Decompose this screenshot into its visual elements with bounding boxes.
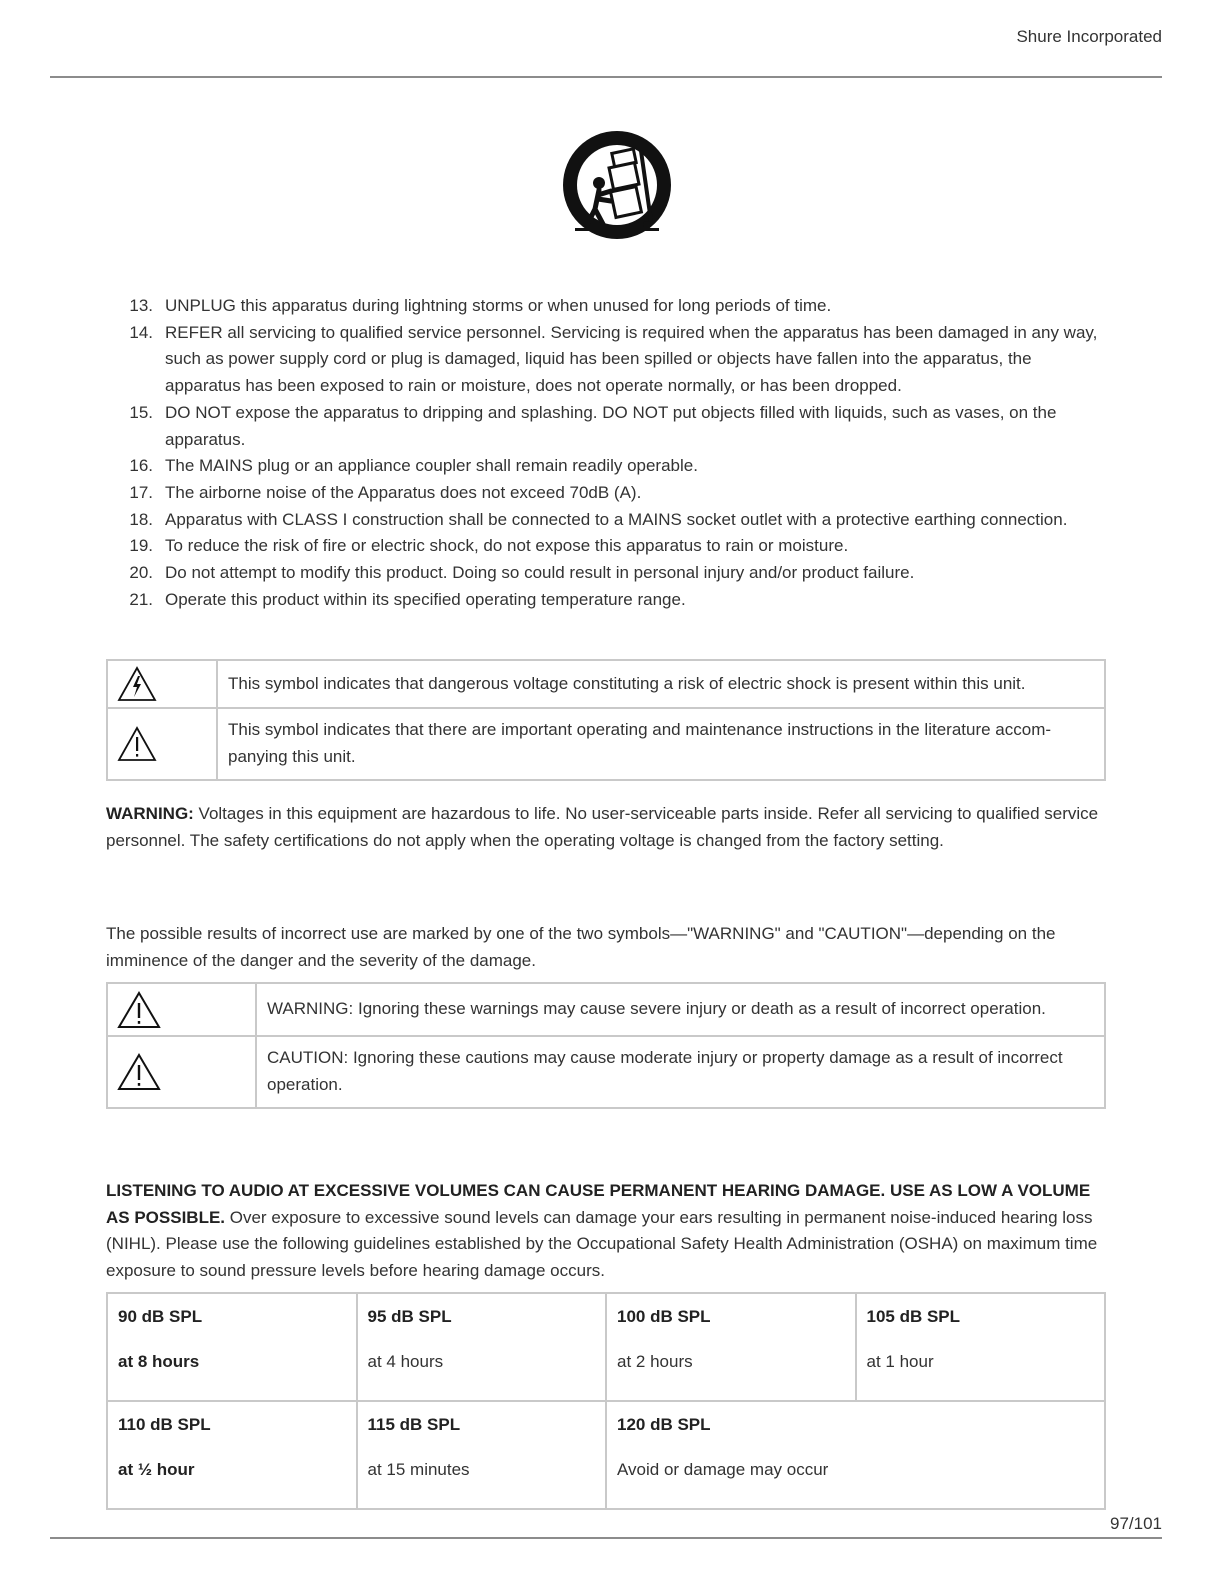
- list-item: 15. DO NOT expose the apparatus to dripping and splashing. DO NOT put objects filled with liquids, such as vases, on the apparatus.: [129, 402, 1057, 449]
- table-row: [107, 660, 1105, 708]
- symbol-cell: [107, 983, 256, 1036]
- list-item: 21. Operate this product within its specified operating temperature range.: [129, 589, 686, 609]
- warning-triangle-icon: [117, 991, 161, 1029]
- table-row: [107, 983, 1105, 1036]
- symbol-cell: [107, 708, 217, 780]
- no-cart-tip-over-icon: [561, 129, 673, 241]
- footer-divider: [50, 1537, 1162, 1539]
- exclamation-warning-icon: [117, 726, 157, 762]
- symbol-cell: [107, 660, 217, 708]
- symbol-meaning-table: [106, 659, 1106, 781]
- header-divider: [50, 76, 1162, 78]
- list-item: 14. REFER all servicing to qualified service personnel. Servicing is required when the apparatus has been damaged in any way, such as power supply cord or plug is damaged, liquid has been spilled or objects have fallen into the apparatus, the apparatus has been exposed to rain or moisture, does not operate normally, or has been dropped.: [129, 322, 1098, 396]
- header-company-name: Shure Incorporated: [1016, 27, 1162, 46]
- table-row: [107, 1401, 1105, 1509]
- spl-cell: 95 dB SPL at 4 hours: [357, 1293, 607, 1401]
- symbol-description: This symbol indicates that there are important operating and maintenance instructions in the literature accompanying this unit.: [217, 708, 1105, 780]
- spl-cell: 100 dB SPL at 2 hours: [606, 1293, 856, 1401]
- spl-cell: 90 dB SPL at 8 hours: [107, 1293, 357, 1401]
- severity-symbol-table: [106, 982, 1106, 1109]
- caution-triangle-icon: [117, 1053, 161, 1091]
- list-item: 18. Apparatus with CLASS I construction shall be connected to a MAINS socket outlet with a protective earthing connection.: [129, 509, 1068, 529]
- spl-cell: 110 dB SPL at ½ hour: [107, 1401, 357, 1509]
- list-item: 16. The MAINS plug or an appliance coupler shall remain readily operable.: [129, 456, 698, 476]
- spl-cell: 120 dB SPL Avoid or damage may occur: [606, 1401, 1105, 1509]
- safety-instruction-list: [106, 293, 1106, 613]
- spl-cell: 105 dB SPL at 1 hour: [856, 1293, 1106, 1401]
- table-row: [107, 1036, 1105, 1108]
- hearing-warning-bold: LISTENING TO AUDIO AT EXCESSIVE VOLUMES CAN CAUSE PERMANENT HEARING DAMAGE. USE AS LOW A VOLUME AS POSSIBLE.: [106, 1181, 1091, 1227]
- warning-label: WARNING:: [106, 804, 194, 823]
- severity-description: WARNING: Ignoring these warnings may cause severe injury or death as a result of incorrect operation.: [256, 983, 1105, 1036]
- severity-description: CAUTION: Ignoring these cautions may cause moderate injury or property damage as a result of incorrect operation.: [256, 1036, 1105, 1108]
- spl-exposure-table: [106, 1292, 1106, 1510]
- hearing-damage-paragraph: LISTENING TO AUDIO AT EXCESSIVE VOLUMES CAN CAUSE PERMANENT HEARING DAMAGE. USE AS LOW A VOLUME AS POSSIBLE. Over exposure to excessive sound levels can damage your ears resulting in permanent noise-induced hearing loss (NIHL). Please use the following guidelines established by the Occupational Safety Health Administration (OSHA) on maximum time exposure to sound pressure levels before hearing damage occurs.: [106, 1181, 1098, 1281]
- page-number: 97/101: [1110, 1514, 1162, 1533]
- list-item: 19. To reduce the risk of fire or electric shock, do not expose this apparatus to rain or moisture.: [129, 536, 849, 556]
- symbol-cell: [107, 1036, 256, 1108]
- list-item: 13. UNPLUG this apparatus during lightning storms or when unused for long periods of time.: [129, 296, 832, 315]
- voltage-warning-paragraph: WARNING: Voltages in this equipment are hazardous to life. No user-serviceable parts inside. Refer all servicing to qualified service personnel. The safety certifications do not apply when the operating voltage is changed from the factory setting.: [106, 804, 1099, 850]
- spl-cell: 115 dB SPL at 15 minutes: [357, 1401, 607, 1509]
- list-item: 20. Do not attempt to modify this product. Doing so could result in personal injury and/or product failure.: [129, 563, 915, 583]
- incorrect-use-intro: The possible results of incorrect use are marked by one of the two symbols—"WARNING" and "CAUTION"—depending on the imminence of the danger and the severity of the damage.: [106, 924, 1056, 970]
- symbol-description: This symbol indicates that dangerous voltage constituting a risk of electric shock is present within this unit.: [217, 660, 1105, 708]
- table-row: [107, 1293, 1105, 1401]
- list-item: 17. The airborne noise of the Apparatus does not exceed 70dB (A).: [129, 482, 642, 502]
- table-row: [107, 708, 1105, 780]
- lightning-warning-icon: [117, 666, 157, 702]
